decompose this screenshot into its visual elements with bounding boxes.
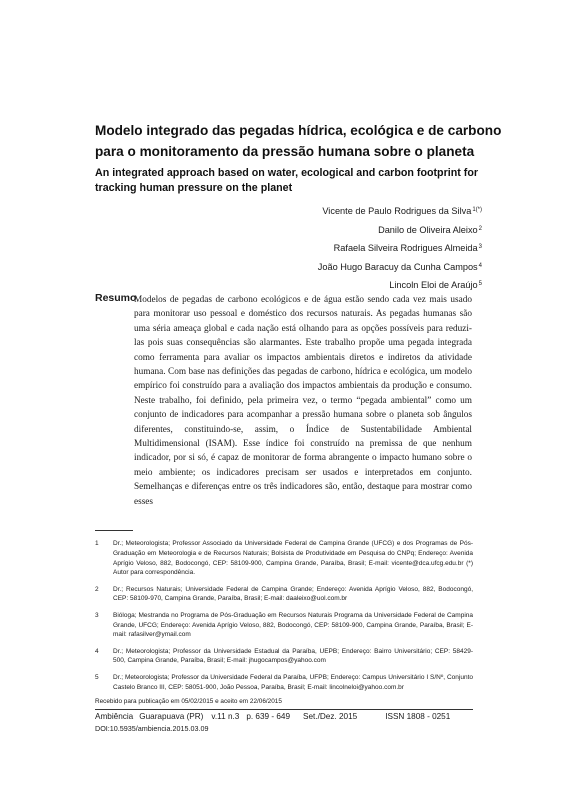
footnote-text: Dr.; Meteorologista; Professor Associado da Universidade Federal de Campina Grande (UFCG) e dos Programas de Pós-Graduação em Meteorologia e de Recursos Naturais; Bolsista de Produtividade em Pesquisa do CNPq; Endereço: Avenida Aprígio Veloso, 882, Bodocongó, CEP: 58109-900, Campina Grande, Paraíba, Brasil; E-mail: vicente@dca.ufcg.edu.br (*) Autor para correspondência.	[113, 540, 473, 577]
footnote	[95, 539, 473, 578]
footnote-text: Bióloga; Mestranda no Programa de Pós-Graduação em Recursos Naturais Programa da Universidade Federal de Campina Grande, UFCG; Endereço: Avenida Aprígio Veloso, 882, Bodocongó, CEP: 58109-900, Campina Grande, Paraíba, Brasil; E-mail: rafasilver@ymail.com	[113, 611, 473, 639]
author	[182, 276, 482, 295]
footnote	[95, 611, 473, 640]
doi: DOI:10.5935/ambiencia.2015.03.09	[95, 724, 209, 733]
title-portuguese: Modelo integrado das pegadas hídrica, ecológica e de carbono para o monitoramento da pressão humana sobre o planeta	[95, 123, 502, 159]
abstract-heading: Resumo	[95, 292, 137, 304]
journal-volume: v.11 n.3	[211, 712, 240, 721]
footnote	[95, 647, 473, 667]
author	[182, 202, 482, 221]
author	[182, 239, 482, 258]
footnote	[95, 673, 473, 693]
author-name: Vicente de Paulo Rodrigues da Silva	[322, 206, 472, 216]
received-date: Recebido para publicação em 05/02/2015 e aceito em 22/06/2015	[95, 697, 473, 710]
journal-issn: ISSN 1808 - 0251	[385, 712, 451, 721]
footnote-divider	[95, 530, 133, 531]
author-name: João Hugo Baracuy da Cunha Campos	[317, 261, 478, 272]
author-affiliation-mark: 1(*)	[472, 207, 482, 213]
journal-date: Set./Dez. 2015	[303, 712, 358, 721]
author-affiliation-mark: 4	[478, 262, 482, 269]
journal-info	[95, 711, 473, 723]
abstract-text: Modelos de pegadas de carbono ecológicos e de água estão sendo cada vez mais usado para monitorar uso pessoal e doméstico dos recursos naturais. As pegadas humanas são uma séria ameaça global e cada nação está olhando para as opções possíveis para reduzi-las pois suas consequências são alarmantes. Este trabalho propõe uma pegada integrada como ferramenta para avaliar os impactos ambientais diretos e indiretos da atividade humana. Com base nas definições das pegadas de carbono, hídrica e ecológica, um modelo empírico foi construído para a avaliação dos impactos ambientais da produção e consumo. Neste trabalho, foi definido, pela primeira vez, o termo “pegada ambiental” como um conjunto de indicadores para acompanhar a pressão humana sobre o planeta sob ângulos diferentes, constituindo-se, assim, o Índice de Sustentabilidade Ambiental Multidimensional (ISAM). Esse índice foi construído na premissa de que nenhum indicador, por si só, é capaz de monitorar de forma abrangente o impacto humano sobre o meio ambiente; os indicadores precisam ser usados e interpretados em conjunto. Semelhanças e diferenças entre os três indicadores são, então, destaque para mostrar como esses	[134, 295, 472, 507]
title-english: An integrated approach based on water, ecological and carbon footprint for tracking human pressure on the planet	[95, 167, 479, 194]
footnote-number: 4	[95, 647, 99, 655]
journal-city: Guarapuava (PR)	[139, 712, 204, 721]
author-affiliation-mark: 5	[478, 281, 482, 287]
author-name: Danilo de Oliveira Aleixo	[378, 224, 478, 235]
footnotes	[95, 539, 473, 699]
footnote-number: 2	[95, 585, 99, 593]
journal-name: Ambiência	[95, 712, 134, 721]
journal-pages: p. 639 - 649	[246, 712, 291, 721]
footnote-text: Dr.; Meteorologista; Professor da Universidade Federal da Paraíba, UFPB; Endereço: Campus Universitário I S/Nº, Conjunto Castelo Branco III, CEP: 58051-900, João Pessoa, Paraíba, Brasil; E-mail: lincolneloi@yahoo.com.br	[113, 673, 473, 691]
author-affiliation-mark: 3	[478, 244, 482, 250]
footnote-text: Dr.; Meteorologista; Professor da Universidade Estadual da Paraíba, UEPB; Endereço: Bairro Universitário; CEP: 58429-500, Campina Grande, Paraíba, Brasil; E-mail: jhugocampos@yahoo.com	[113, 647, 473, 665]
author-name: Rafaela Silveira Rodrigues Almeida	[333, 243, 478, 253]
footnote-number: 3	[95, 611, 99, 619]
footnote	[95, 585, 473, 605]
author	[182, 221, 482, 240]
author-list	[182, 202, 482, 295]
footnote-text: Dr.; Recursos Naturais; Universidade Federal de Campina Grande; Endereço: Avenida Aprígio Veloso, 882, Bodocongó, CEP: 58109-970, Campina Grande, Paraíba, Brasil; E-mail: daaleixo@uol.com.br	[113, 585, 473, 603]
author	[182, 258, 482, 277]
author-name: Lincoln Eloi de Araújo	[389, 280, 478, 290]
author-affiliation-mark: 2	[478, 225, 482, 232]
footnote-number: 1	[95, 540, 99, 547]
footnote-number: 5	[95, 673, 99, 681]
